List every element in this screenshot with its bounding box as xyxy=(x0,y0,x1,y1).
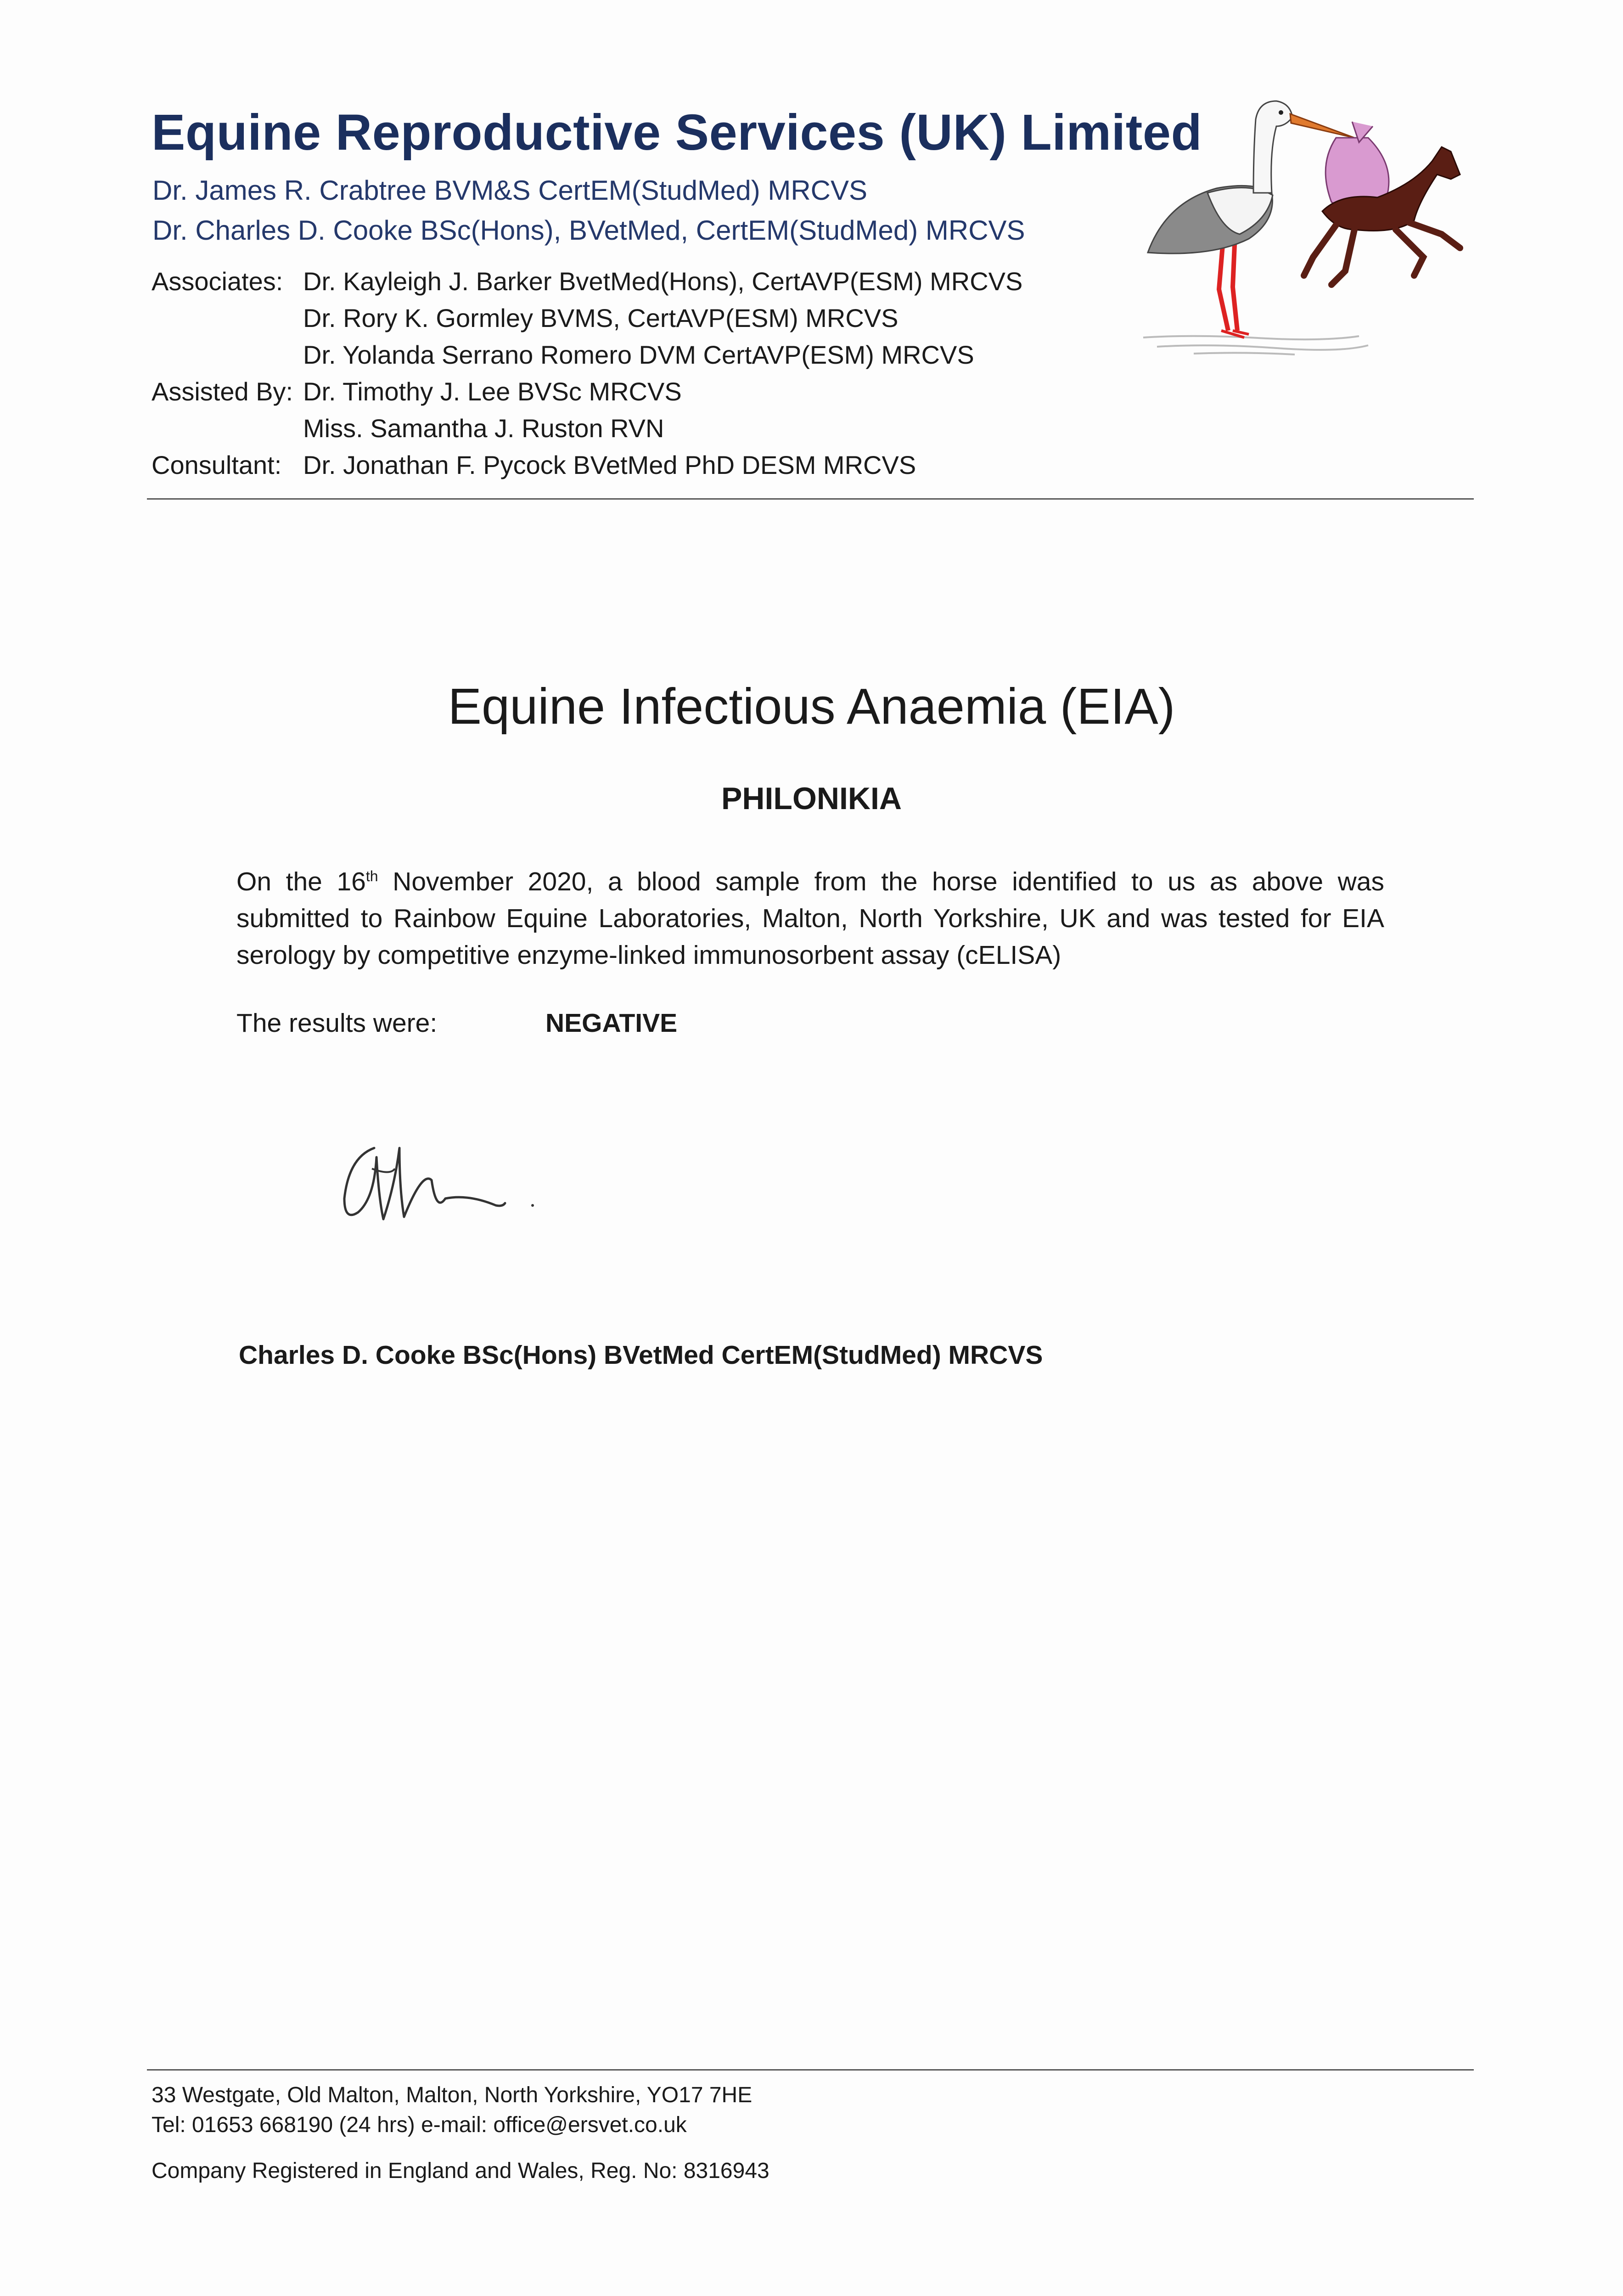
results-label: The results were: xyxy=(236,1008,438,1038)
staff-name: Dr. Jonathan F. Pycock BVetMed PhD DESM MRCVS xyxy=(303,450,916,479)
signatory-name: Charles D. Cooke BSc(Hons) BVetMed CertEM(StudMed) MRCVS xyxy=(239,1340,1043,1370)
test-description xyxy=(236,858,1384,974)
director-1: Dr. James R. Crabtree BVM&S CertEM(StudMed) MRCVS xyxy=(152,175,868,206)
staff-label-assisted: Assisted By: xyxy=(152,377,293,406)
footer-address: 33 Westgate, Old Malton, Malton, North Yorkshire, YO17 7HE xyxy=(152,2083,753,2107)
staff-name: Miss. Samantha J. Ruston RVN xyxy=(303,414,664,443)
horse-name: PHILONIKIA xyxy=(721,781,902,816)
para-post: November 2020, a blood sample from the horse identified to us as above was submitted to Rainbow Equine Laboratories, Malton, North Yorkshire, UK and was tested for EIA serology by competitive enzyme-linked immunosorbent assay (cELISA) xyxy=(236,867,1384,970)
document-title: Equine Infectious Anaemia (EIA) xyxy=(448,678,1175,735)
header-divider xyxy=(147,498,1474,500)
staff-name: Dr. Timothy J. Lee BVSc MRCVS xyxy=(303,377,682,406)
para-pre: On the 16 xyxy=(236,867,366,896)
staff-name: Dr. Rory K. Gormley BVMS, CertAVP(ESM) MRCVS xyxy=(303,304,899,332)
staff-name: Dr. Yolanda Serrano Romero DVM CertAVP(ESM) MRCVS xyxy=(303,340,974,369)
staff-name: Dr. Kayleigh J. Barker BvetMed(Hons), CertAVP(ESM) MRCVS xyxy=(303,267,1023,296)
staff-label-consultant: Consultant: xyxy=(152,450,282,479)
director-2: Dr. Charles D. Cooke BSc(Hons), BVetMed, CertEM(StudMed) MRCVS xyxy=(152,215,1025,246)
para-sup: th xyxy=(365,868,378,884)
company-name: Equine Reproductive Services (UK) Limited xyxy=(152,104,1202,161)
footer-contact: Tel: 01653 668190 (24 hrs) e-mail: office@ersvet.co.uk xyxy=(152,2113,687,2137)
signature xyxy=(331,1130,551,1240)
staff-label-associates: Associates: xyxy=(152,267,283,296)
results-value: NEGATIVE xyxy=(545,1008,678,1038)
stork-foal-logo xyxy=(1139,83,1478,358)
footer-registration: Company Registered in England and Wales, Reg. No: 8316943 xyxy=(152,2159,769,2183)
footer-divider xyxy=(147,2069,1474,2071)
